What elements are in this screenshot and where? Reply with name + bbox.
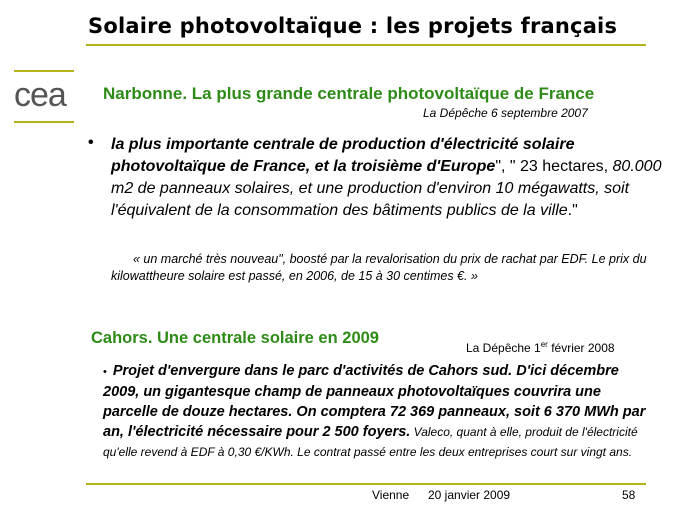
section2-text-bold: Projet d'envergure dans le parc d'activités de Cahors sud. D'ici décembre 2009, un gigantesque champ de panneaux photovoltaïques couvrira une parcelle de douze hectares. On comptera 72 369 panneaux, soit 6 370 MWh par an, l'électricité nécessaire pour 2 500 foyers. — [103, 363, 646, 440]
section1-heading: Narbonne. La plus grande centrale photovoltaïque de France — [103, 84, 595, 103]
cea-logo — [12, 76, 78, 116]
page-number: 58 — [622, 488, 636, 502]
section2-bullet: • — [103, 366, 107, 378]
section2-text-small: Valeco, quant à elle, produit de l'électricité qu'elle revend à EDF à 0,30 €/KWh. Le contrat passé entre les deux entreprises court sur vingt ans. — [103, 425, 638, 459]
section1-bullet: • — [88, 134, 94, 151]
section1-text-plain: ", " 23 hectares, — [495, 158, 613, 175]
section1-text-end: ." — [567, 202, 578, 219]
footer-date: 20 janvier 2009 — [428, 488, 511, 502]
footer-location: Vienne — [372, 488, 410, 502]
section2-heading: Cahors. Une centrale solaire en 2009 — [91, 329, 379, 347]
section2-source — [466, 340, 615, 355]
section1-source: La Dépêche 6 septembre 2007 — [423, 106, 588, 120]
section1-paragraph — [111, 134, 671, 222]
section2-source-suffix: février 2008 — [547, 341, 615, 355]
section1-quote: « un marché très nouveau", boosté par la revalorisation du prix de rachat par EDF. Le prix du kilowattheure solaire est passé, en 2006, de 15 à 30 centimes €. » — [111, 252, 647, 283]
section1-text-bold: la plus importante centrale de production d'électricité solaire photovoltaïque de France, et la troisième d'Europe — [111, 136, 575, 175]
section1-text-italic: 80.000 m2 de panneaux solaires, et une production d'environ 10 mégawatts, soit l'équivalent de la consommation des bâtiments publics de la ville — [111, 158, 662, 219]
footer-divider — [86, 483, 646, 485]
section2-source-prefix: La Dépêche 1 — [466, 341, 541, 355]
section2-paragraph — [103, 361, 658, 462]
logo-divider-bottom — [14, 121, 74, 123]
logo-divider-top — [14, 70, 74, 72]
section2-source-sup: er — [540, 340, 548, 349]
title-divider — [86, 44, 646, 46]
cea-logo-text: cea — [14, 76, 66, 114]
slide-title: Solaire photovoltaïque : les projets français — [88, 14, 618, 38]
